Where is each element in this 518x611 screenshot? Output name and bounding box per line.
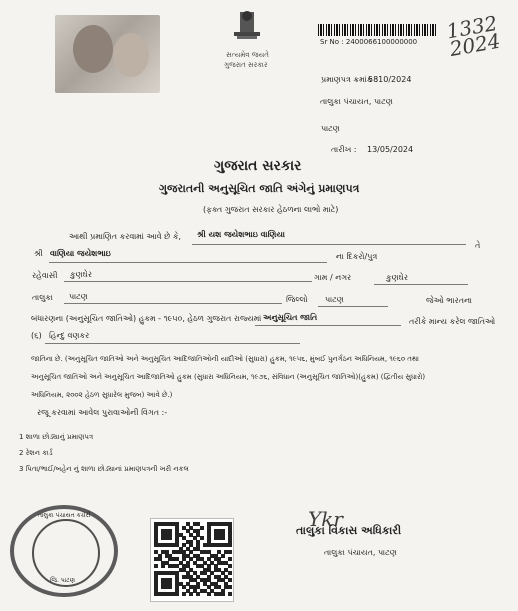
officer-signature: Ykr bbox=[308, 507, 343, 531]
officer-office: તાલુકા પંચાયત, પાટણ bbox=[324, 548, 397, 557]
qr-module bbox=[228, 585, 232, 589]
qr-module bbox=[228, 592, 232, 596]
village-underline bbox=[374, 284, 468, 285]
qr-module bbox=[228, 543, 232, 547]
qr-module bbox=[175, 592, 179, 596]
qr-module bbox=[196, 592, 200, 596]
photo-face-left bbox=[73, 25, 113, 73]
certificate-number-label: પ્રમાણપત્ર ક્રમાંક : bbox=[321, 75, 378, 84]
resident-value: કુણઘેર bbox=[70, 270, 92, 279]
qr-module bbox=[189, 592, 193, 596]
date-label: તારીખ : bbox=[331, 145, 357, 154]
qr-module bbox=[161, 564, 165, 568]
government-title: ગુજરાત સરકાર bbox=[214, 158, 302, 174]
taluka-underline bbox=[64, 303, 282, 304]
qr-module bbox=[168, 585, 172, 589]
qr-module bbox=[228, 571, 232, 575]
state-tail: જેઓ ભારતના bbox=[426, 296, 473, 305]
category-underline bbox=[255, 325, 401, 326]
city-name: પાટણ bbox=[321, 124, 340, 133]
office-seal-text: તાલુકા પંચાયત કચેરી bbox=[38, 512, 91, 519]
issue-date: 13/05/2024 bbox=[367, 145, 414, 154]
qr-module bbox=[228, 557, 232, 561]
qr-module bbox=[228, 564, 232, 568]
te-text: તે bbox=[475, 241, 481, 250]
name-underline bbox=[192, 244, 466, 245]
photo-face-right bbox=[113, 33, 149, 77]
father-name: વાણિયા જયેશભાઇ bbox=[50, 249, 111, 258]
qr-module bbox=[200, 536, 204, 540]
national-emblem-icon bbox=[222, 8, 272, 52]
paragraph-line-2: અનુસૂચિત જાતિઓ અને અનુસૂચિત આદિજાતિઓ હુકમ (સુધારા અધિનિયમ, ૧૯૭૬, સંવિધાન (અનુસૂચિત જાતિઓ)(હુકમ) (દ્વિતીય સુધારો) bbox=[31, 373, 426, 381]
document-item-3: 3 પિતા/ભાઈ/બહેન નું શાળા છોડ્યાનાં પ્રમાણપત્રની ખરી નકલ bbox=[19, 465, 189, 473]
certify-prefix: આથી પ્રમાણિત કરવામાં આવે છે કે, bbox=[69, 232, 182, 241]
office-line: તાલુકા પંચાયત, પાટણ bbox=[320, 97, 393, 106]
district-label: જિલ્લો bbox=[286, 295, 308, 304]
caste-value: હિન્દુ વણકર bbox=[49, 331, 90, 340]
paragraph-line-1: જાતિના છે. (અનુસૂચિત જાતિઓ અને અનુસૂચિત આદિજાતિઓની યાદીઓ (સુધારા) હુકમ, ૧૯૫૬, મુંબઈ પુનર્ગઠન અધિનિયમ, ૧૯૬૦ તથા bbox=[31, 355, 419, 363]
qr-module bbox=[221, 592, 225, 596]
officer-title: તાલુકા વિકાસ અધિકારી bbox=[296, 524, 402, 537]
emblem-top-text: સત્યમેવ જયતે bbox=[226, 51, 269, 59]
qr-module bbox=[228, 550, 232, 554]
applicant-name: શ્રી યશ જયેશભાઇ વાણિયા bbox=[197, 230, 285, 239]
qr-module bbox=[221, 554, 225, 558]
qr-module bbox=[168, 536, 172, 540]
document-item-1: 1 શાળા છોડ્યાનું પ્રમાણપત્ર bbox=[19, 433, 94, 441]
district-value: પાટણ bbox=[325, 295, 344, 304]
barcode bbox=[318, 24, 436, 36]
village-value: કુણઘેર bbox=[386, 273, 408, 282]
caste-underline bbox=[45, 343, 300, 344]
resident-underline bbox=[64, 281, 312, 282]
applicant-photo bbox=[55, 15, 160, 93]
serial-prefix: (૬) bbox=[31, 331, 42, 340]
barcode-text: Sr No : 2400066100000000 bbox=[320, 38, 418, 46]
documents-heading: રજૂ કરવામાં આવેલ પુરાવાઓની વિગત :- bbox=[37, 408, 168, 417]
resident-label: રહેવાસી bbox=[32, 271, 58, 280]
district-underline bbox=[318, 306, 388, 307]
certificate-number: 5810/2024 bbox=[368, 75, 412, 84]
taluka-value: પાટણ bbox=[69, 292, 88, 301]
father-underline bbox=[49, 262, 327, 263]
document-item-2: 2 રેશન કાર્ડ bbox=[19, 449, 53, 457]
qr-module bbox=[207, 592, 211, 596]
village-label: ગામ / નગર bbox=[314, 273, 352, 282]
qr-module bbox=[228, 578, 232, 582]
paragraph-line-3: અધિનિયમ, ૨૦૦૨ હેઠળ સુધારેલ મુજબ) આવે છે.) bbox=[31, 391, 173, 399]
certificate-subtitle: (ફક્ત ગુજરાત સરકાર હેઠળના લાભો માટે) bbox=[203, 205, 339, 214]
qr-module bbox=[221, 536, 225, 540]
office-seal bbox=[10, 505, 118, 597]
order-prefix: બંધારણના (અનુસૂચિત જાતિઓ) હુકમ - ૧૯૫૦, હેઠળ ગુજરાત રાજ્યમાં bbox=[31, 314, 262, 323]
recognized-tail: તરીકે માન્ય કરેલ જાતિઓ bbox=[409, 317, 496, 326]
emblem-bottom-text: ગુજરાત સરકાર bbox=[224, 61, 268, 69]
taluka-label: તાલુકા bbox=[32, 293, 53, 302]
son-label: ના દિકરો/પુત્ર bbox=[336, 252, 378, 261]
office-seal-bottom: જિ. પાટણ bbox=[50, 577, 75, 584]
category-value: અનુસૂચિત જાતિ bbox=[263, 313, 318, 322]
handwritten-corner-note: 1332 2024 bbox=[444, 10, 503, 62]
shri-text: શ્રી bbox=[34, 249, 43, 258]
qr-module bbox=[154, 564, 158, 568]
qr-code bbox=[150, 518, 234, 602]
certificate-main-title: ગુજરાતની અનુસૂચિત જાતિ અંગેનું પ્રમાણપત્ર bbox=[159, 182, 360, 195]
qr-module bbox=[200, 526, 204, 530]
qr-module bbox=[182, 592, 186, 596]
